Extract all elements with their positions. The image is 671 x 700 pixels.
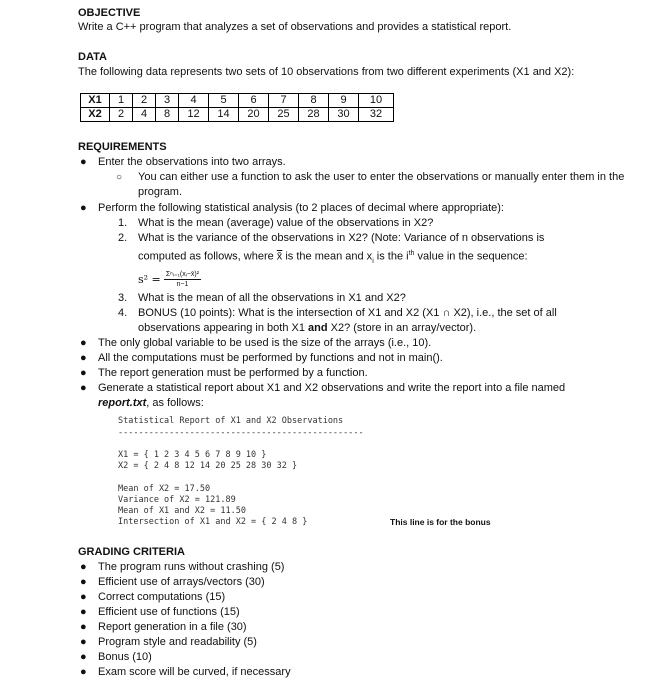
bullet-icon: ● — [80, 591, 87, 603]
grading-text: Efficient use of functions (15) — [98, 606, 240, 618]
table-row — [81, 94, 394, 108]
numbered-text-part: observations appearing in both X1 — [138, 321, 309, 334]
formula-fraction — [164, 270, 201, 289]
table-cell: 12 — [179, 108, 209, 122]
requirement-subtext: You can either use a function to ask the user to enter the observations or manually enter them in the program. — [138, 171, 625, 198]
numbered-text: BONUS (10 points): What is the intersection of X1 and X2 (X1 ∩ X2), i.e., the set of all — [138, 306, 557, 319]
bullet-icon: ● — [80, 621, 87, 633]
grading-item — [78, 635, 668, 650]
variance-formula — [138, 269, 668, 291]
grading-text: Program style and readability (5) — [98, 636, 257, 648]
table-cell: 9 — [329, 94, 359, 108]
requirement-text: The only global variable to be used is the size of the arrays (i.e., 10). — [98, 336, 432, 349]
report-title: Statistical Report of X1 and X2 Observations — [118, 416, 344, 426]
bullet-icon: ● — [80, 336, 87, 349]
bullet-icon: ● — [80, 366, 87, 379]
report-mean-line: Mean of X2 = 17.50 — [118, 484, 211, 494]
xbar-symbol: x̄ — [276, 250, 283, 263]
table-cell: 2 — [110, 108, 133, 122]
table-cell: 8 — [299, 94, 329, 108]
numbered-text: What is the mean of all the observations in X1 and X2? — [138, 291, 406, 304]
requirements-heading: REQUIREMENTS — [78, 141, 167, 153]
item-number: 2. — [118, 232, 128, 244]
requirement-text: All the computations must be performed by functions and not in main(). — [98, 351, 443, 364]
numbered-text: What is the mean (average) value of the observations in X2? — [138, 217, 434, 229]
report-mean-all-line: Mean of X1 and X2 = 11.50 — [118, 506, 246, 516]
table-row — [81, 108, 394, 122]
numbered-text: What is the variance of the observations in X2? (Note: Variance of n observations is — [138, 232, 545, 244]
grading-item — [78, 605, 668, 620]
circle-bullet-icon: ○ — [116, 172, 123, 183]
table-cell: 4 — [179, 94, 209, 108]
grading-item — [78, 665, 668, 680]
requirement-item — [78, 336, 668, 351]
numbered-text-part: value in the sequence: — [414, 250, 528, 263]
grading-item — [78, 620, 668, 635]
report-filename: report.txt — [98, 396, 147, 409]
table-cell: 20 — [239, 108, 269, 122]
bullet-icon: ● — [80, 576, 87, 588]
grading-item — [78, 560, 668, 575]
table-cell: 6 — [239, 94, 269, 108]
requirement-text: The report generation must be performed by a function. — [98, 366, 368, 379]
bullet-icon: ● — [80, 606, 87, 618]
grading-heading: GRADING CRITERIA — [78, 546, 185, 558]
table-cell: 2 — [133, 94, 156, 108]
grading-item — [78, 590, 668, 605]
item-number: 3. — [118, 291, 128, 304]
objective-heading: OBJECTIVE — [78, 7, 141, 19]
table-cell: 28 — [299, 108, 329, 122]
report-x1-line: X1 = { 1 2 3 4 5 6 7 8 9 10 } — [118, 450, 267, 460]
numbered-text-part: X2? (store in an array/vector). — [327, 321, 477, 334]
formula-numerator: Σⁿᵢ₌₁(xᵢ−x̄)² — [165, 271, 200, 279]
table-cell: 3 — [156, 94, 179, 108]
report-x2-line: X2 = { 2 4 8 12 14 20 25 28 30 32 } — [118, 461, 298, 471]
requirement-item — [78, 381, 668, 411]
bullet-icon: ● — [80, 561, 87, 573]
row-label: X1 — [81, 94, 110, 108]
objective-text: Write a C++ program that analyzes a set of observations and provides a statistical report. — [78, 21, 512, 33]
grading-item — [78, 650, 668, 665]
observations-table — [80, 93, 394, 122]
bullet-icon: ● — [80, 636, 87, 648]
grading-text: Report generation in a file (30) — [98, 621, 247, 633]
requirement-item — [78, 366, 668, 381]
grading-item — [78, 575, 668, 590]
numbered-text-part: computed as follows, where — [138, 250, 277, 263]
item-number: 4. — [118, 306, 128, 319]
report-intersection-line: Intersection of X1 and X2 = { 2 4 8 } — [118, 517, 308, 527]
numbered-item — [78, 231, 668, 291]
bullet-icon: ● — [80, 666, 87, 678]
formula-denominator: n−1 — [176, 281, 189, 289]
numbered-item — [78, 306, 668, 336]
bullet-icon: ● — [80, 351, 87, 364]
numbered-text-part: is the mean and x — [282, 250, 373, 263]
numbered-item — [78, 291, 668, 306]
requirement-item — [78, 351, 668, 366]
row-label: X2 — [81, 108, 110, 122]
table-cell: 10 — [359, 94, 394, 108]
table-cell: 8 — [156, 108, 179, 122]
grading-text: Bonus (10) — [98, 651, 152, 663]
report-rule: ------------------------------------------------ — [118, 428, 364, 438]
requirements-list — [78, 155, 668, 411]
grading-text: The program runs without crashing (5) — [98, 561, 285, 573]
grading-list — [78, 560, 668, 680]
table-cell: 30 — [329, 108, 359, 122]
item-number: 1. — [118, 217, 128, 229]
numbered-item — [78, 216, 668, 231]
grading-text: Correct computations (15) — [98, 591, 226, 603]
table-cell: 1 — [110, 94, 133, 108]
superscript: th — [408, 250, 415, 257]
grading-text: Exam score will be curved, if necessary — [98, 666, 291, 678]
subscript: i — [372, 257, 374, 265]
table-cell: 14 — [209, 108, 239, 122]
bonus-note: This line is for the bonus — [390, 517, 491, 527]
numbered-text-bold: and — [308, 321, 328, 334]
grading-text: Efficient use of arrays/vectors (30) — [98, 576, 265, 588]
table-cell: 32 — [359, 108, 394, 122]
requirement-subitem — [78, 170, 638, 200]
formula-lhs: s² = — [138, 272, 161, 286]
bullet-icon: ● — [80, 156, 87, 168]
bullet-icon: ● — [80, 651, 87, 663]
table-cell: 5 — [209, 94, 239, 108]
bullet-icon: ● — [80, 381, 87, 394]
requirement-item — [78, 155, 668, 170]
requirement-item — [78, 201, 668, 216]
requirement-text-part: , as follows: — [146, 396, 204, 409]
data-text: The following data represents two sets of 10 observations from two different experiments (X1 and X2): — [78, 66, 575, 78]
numbered-text-part: is the i — [373, 250, 409, 263]
table-cell: 7 — [269, 94, 299, 108]
data-heading: DATA — [78, 51, 107, 63]
table-cell: 25 — [269, 108, 299, 122]
requirement-text: Generate a statistical report about X1 and X2 observations and write the report into a file named — [98, 381, 566, 394]
bullet-icon: ● — [80, 202, 87, 214]
report-variance-line: Variance of X2 = 121.89 — [118, 495, 236, 505]
requirement-text: Perform the following statistical analysis (to 2 places of decimal where appropriate): — [98, 202, 504, 214]
table-cell: 4 — [133, 108, 156, 122]
requirement-text: Enter the observations into two arrays. — [98, 156, 286, 168]
